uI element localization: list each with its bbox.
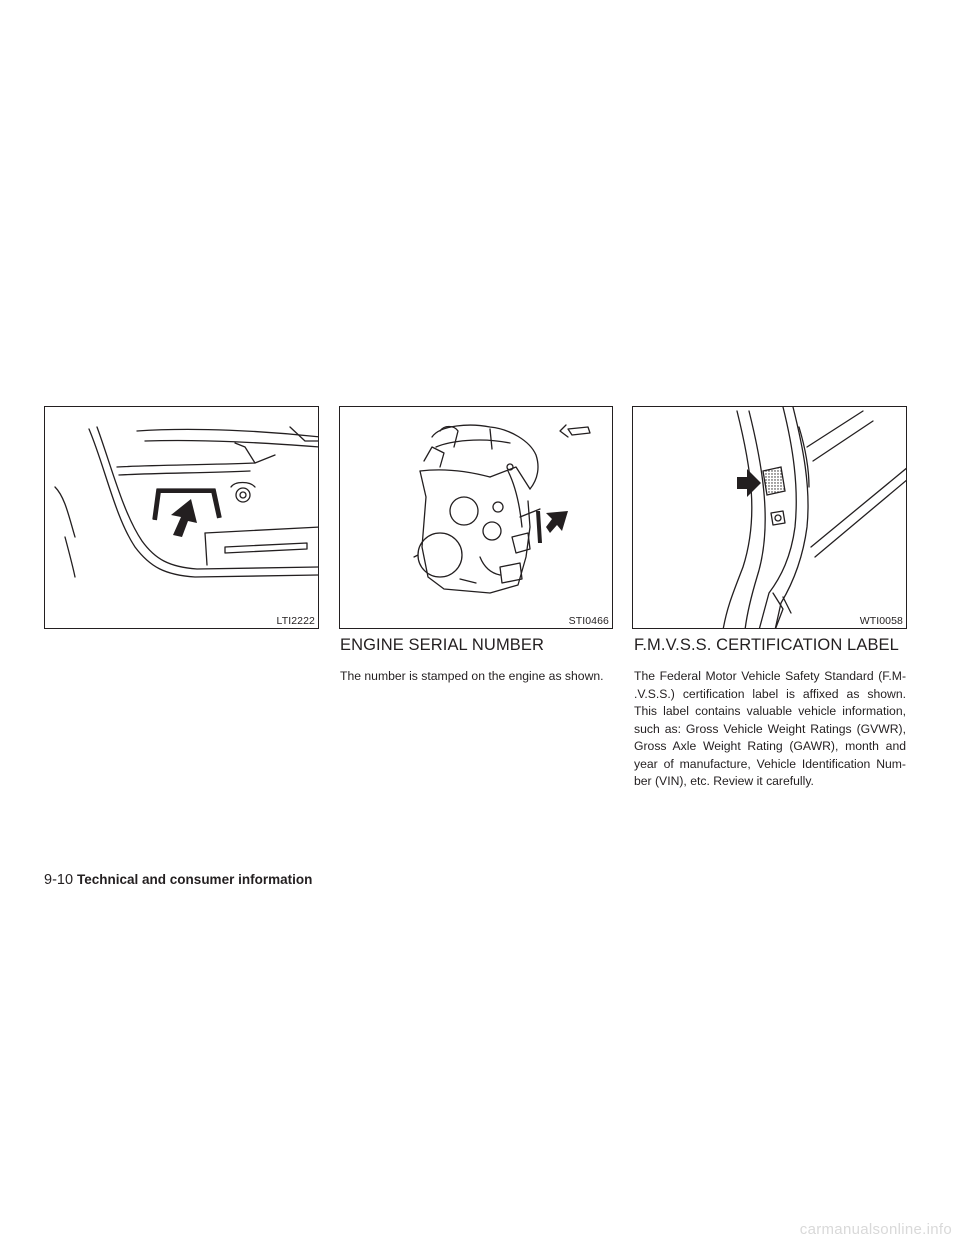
figure-vin-location [44, 406, 319, 629]
figure-engine-serial [339, 406, 613, 629]
page-number: 9-10 [44, 872, 74, 888]
fmvss-body-line: The Federal Motor Vehicle Safety Standard (F.M- [634, 669, 906, 683]
vin-location-illustration [45, 407, 319, 629]
figure-code: WTI0058 [859, 615, 903, 627]
fmvss-body [634, 668, 906, 791]
fmvss-body-line: year of manufacture, Vehicle Identification Num- [634, 756, 906, 771]
figure-certification-label [632, 406, 907, 629]
door-pillar-illustration [633, 407, 907, 629]
fmvss-body-line: such as: Gross Vehicle Weight Ratings (GVWR), [634, 721, 906, 736]
fmvss-body-line: This label contains valuable vehicle information, [634, 704, 906, 718]
fmvss-body-line: .V.S.S.) certification label is affixed as shown. [634, 686, 906, 701]
fmvss-heading: F.M.V.S.S. CERTIFICATION LABEL [634, 636, 899, 654]
engine-serial-body: The number is stamped on the engine as shown. [340, 669, 604, 683]
engine-illustration [340, 407, 613, 629]
figure-code: STI0466 [568, 615, 609, 627]
fmvss-body-line: Gross Axle Weight Rating (GAWR), month and [634, 739, 906, 753]
figure-code: LTI2222 [276, 615, 315, 627]
engine-serial-heading: ENGINE SERIAL NUMBER [340, 636, 545, 654]
watermark: carmanualsonline.info [799, 1221, 952, 1238]
fmvss-body-line: ber (VIN), etc. Review it carefully. [634, 774, 814, 788]
section-title: Technical and consumer information [77, 872, 313, 887]
page-footer [44, 871, 312, 889]
